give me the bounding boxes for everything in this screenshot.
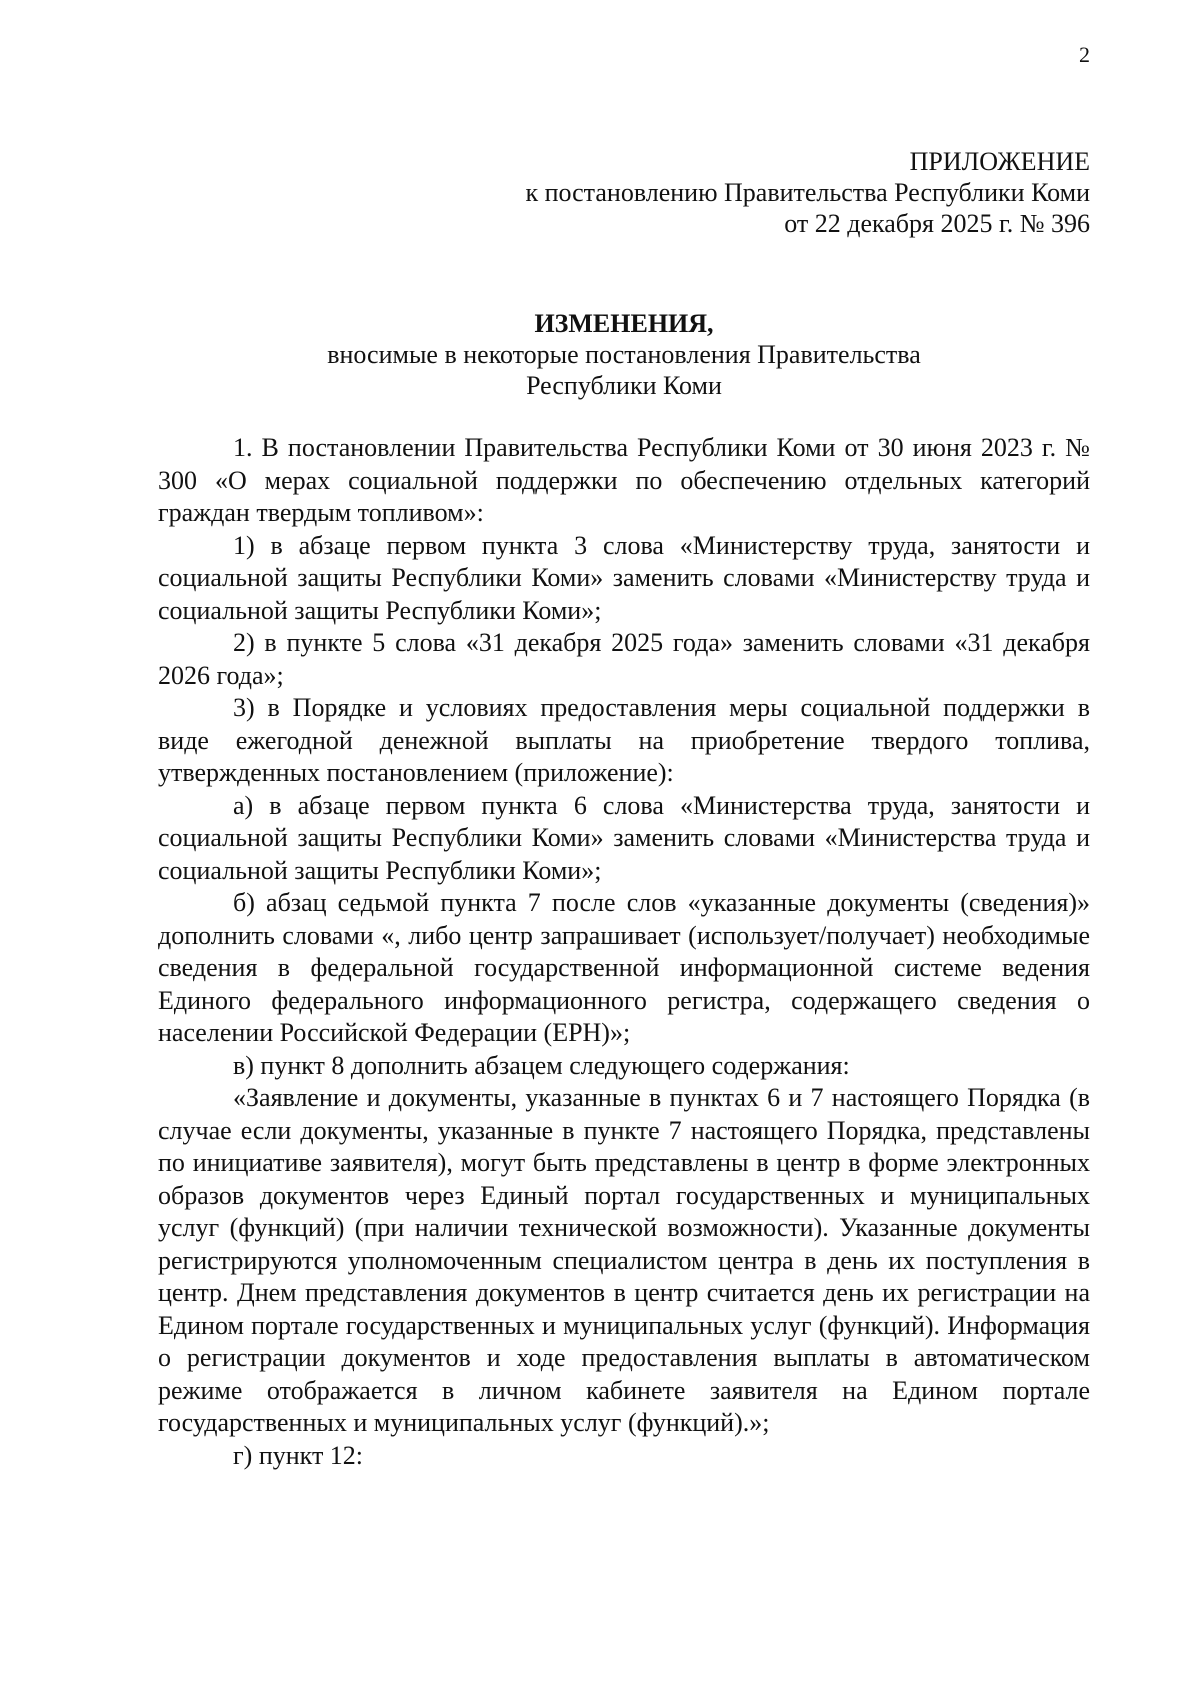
- document-heading: [158, 308, 1090, 401]
- paragraph: 1. В постановлении Правительства Республики Коми от 30 июня 2023 г. № 300 «О мерах социальной поддержки по обеспечению отдельных категорий граждан твердым топливом»:: [158, 433, 1090, 527]
- paragraph: 1) в абзаце первом пункта 3 слова «Министерству труда, занятости и социальной защиты Республики Коми» заменить словами «Министерству труда и социальной защиты Республики Коми»;: [158, 530, 1090, 625]
- paragraph: б) абзац седьмой пункта 7 после слов «указанные документы (сведения)» дополнить словами «, либо центр запрашивает (использует/получает) необходимые сведения в федеральной государственной информационной системе ведения Единого федерального информационного регистра, содержащего сведения о населении Российской Федерации (ЕРН)»;: [158, 888, 1090, 1047]
- appendix-header: [330, 146, 1090, 239]
- document-title: ИЗМЕНЕНИЯ,: [534, 309, 714, 338]
- document-subtitle-line-1: вносимые в некоторые постановления Правительства: [327, 340, 921, 369]
- paragraph: а) в абзаце первом пункта 6 слова «Министерства труда, занятости и социальной защиты Республики Коми» заменить словами «Министерства труда и социальной защиты Республики Коми»;: [158, 790, 1090, 885]
- paragraph: г) пункт 12:: [233, 1440, 364, 1470]
- paragraph: 2) в пункте 5 слова «31 декабря 2025 года» заменить словами «31 декабря 2026 года»;: [158, 628, 1090, 690]
- paragraph: в) пункт 8 дополнить абзацем следующего содержания:: [233, 1050, 850, 1080]
- appendix-reference: к постановлению Правительства Республики Коми: [525, 178, 1090, 207]
- page-number: 2: [1079, 42, 1090, 67]
- paragraph: «Заявление и документы, указанные в пунктах 6 и 7 настоящего Порядка (в случае если документы, указанные в пункте 7 настоящего Порядка, представлены по инициативе заявителя), могут быть представлены в центр в форме электронных образов документов через Единый портал государственных и муниципальных услуг (функций) (при наличии технической возможности). Указанные документы регистрируются уполномоченным специалистом центра в день их поступления в центр. Днем представления документов в центр считается день их регистрации на Едином портале государственных и муниципальных услуг (функций). Информация о регистрации документов и ходе предоставления выплаты в автоматическом режиме отображается в личном кабинете заявителя на Едином портале государственных и муниципальных услуг (функций).»;: [158, 1083, 1090, 1437]
- paragraph: 3) в Порядке и условиях предоставления меры социальной поддержки в виде ежегодной денежной выплаты на приобретение твердого топлива, утвержденных постановлением (приложение):: [158, 693, 1090, 787]
- appendix-title: ПРИЛОЖЕНИЕ: [909, 147, 1090, 176]
- document-subtitle-line-2: Республики Коми: [526, 371, 722, 400]
- document-body: [158, 432, 1090, 1472]
- appendix-date-number: от 22 декабря 2025 г. № 396: [784, 209, 1090, 238]
